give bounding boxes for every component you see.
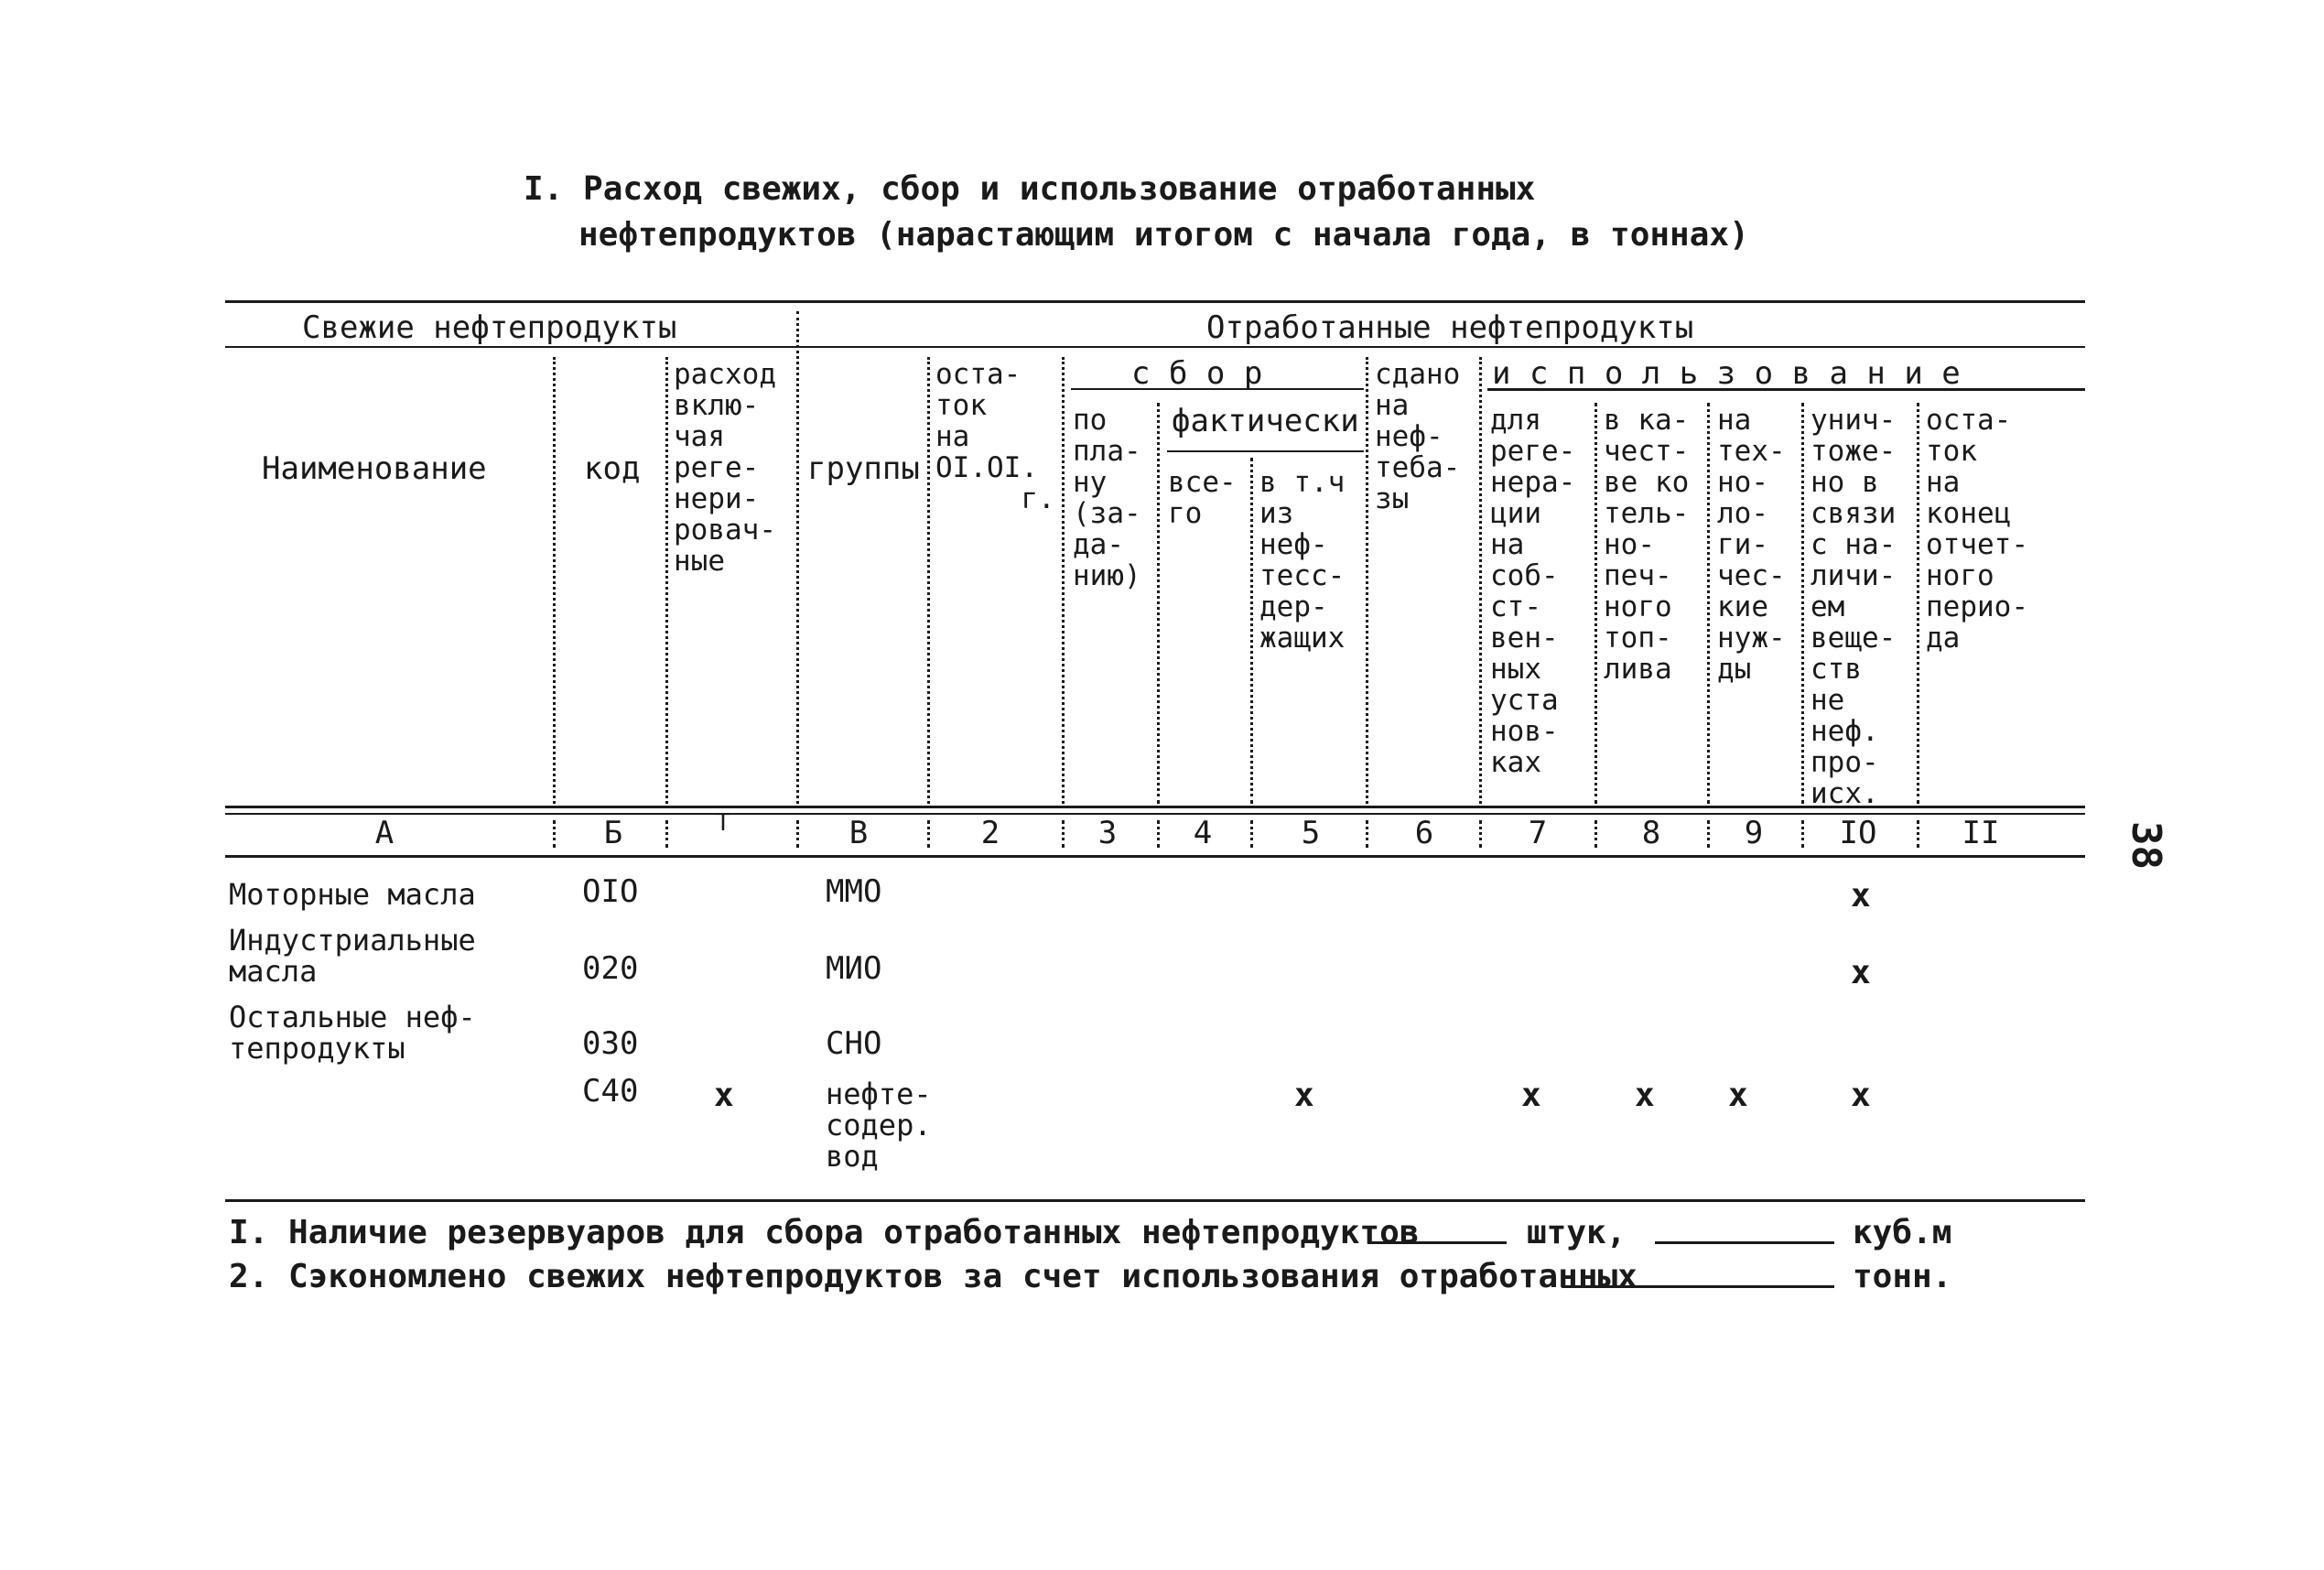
note-2-text: 2. Сэкономлено свежих нефтепродуктов за счет использования отработанных: [229, 1258, 1638, 1295]
table-row-mark-c10: x: [1851, 954, 1871, 991]
sep-total-incl: [1250, 458, 1253, 804]
col-header-furnace-fuel: в ка- чест- ве ко тель- но- печ- ного топ- лива: [1604, 404, 1690, 686]
col-header-destroyed: унич- тоже- но в связи с на- личи- ем веще- ств не неф. про- исх.: [1811, 404, 1897, 810]
colnum-sep: [1062, 820, 1065, 848]
sep-code-cons: [665, 357, 668, 804]
note-1-blank-volume[interactable]: [1655, 1241, 1834, 1244]
actually-subheader: фактически: [1172, 403, 1359, 439]
col-header-handed-over: сдано на неф- теба- зы: [1375, 358, 1461, 515]
colnum-sep: [553, 820, 556, 848]
colnum-sep: [1707, 820, 1710, 848]
under-group-rule: [225, 346, 2085, 348]
actually-rule: [1167, 450, 1364, 452]
colnum-sep: [1366, 820, 1368, 848]
table-title-line-2: нефтепродуктов (нарастающим итогом с начала года, в тоннах): [578, 216, 1749, 254]
table-row-name: Индустриальные масла: [229, 923, 476, 989]
col-header-code: код: [584, 450, 641, 487]
header-bottom-rule-2: [225, 813, 2085, 815]
used-products-group-header: Отработанные нефтепродукты: [1206, 309, 1694, 346]
colnum-sep: [927, 820, 930, 848]
sep-tech-destr: [1801, 403, 1804, 804]
col-header-incl-oily: в т.ч из неф- тесс- дер- жащих: [1259, 466, 1346, 655]
colnum-2: 2: [980, 815, 1000, 851]
colnum-a: А: [374, 815, 395, 851]
sep-incl-hand: [1366, 357, 1368, 804]
col-header-name: Наименование: [262, 450, 487, 487]
colnum-6: 6: [1414, 815, 1434, 851]
col-header-tech-needs: на тех- но- ло- ги- чес- кие нуж- ды: [1717, 404, 1786, 686]
colnum-sep: [1250, 820, 1253, 848]
note-1-unit-cubic: куб.м: [1853, 1214, 1952, 1251]
page-number: 38: [2122, 821, 2169, 870]
sep-group: [796, 311, 799, 804]
table-row-mark-c7: x: [1521, 1077, 1541, 1114]
table-row-mark-consumption: x: [714, 1077, 734, 1114]
sep-regen-fuel: [1594, 403, 1597, 804]
table-row-code: С40: [582, 1073, 639, 1110]
table-row-mark-c8: x: [1635, 1077, 1655, 1114]
fresh-products-group-header: Свежие нефтепродукты: [302, 309, 677, 346]
table-row-name: Остальные неф- тепродукты: [229, 1000, 476, 1066]
usage-subheader: и с п о л ь з о в а н и е: [1492, 355, 1961, 392]
colnum-sep: [665, 820, 668, 848]
colnum-7: 7: [1528, 815, 1548, 851]
note-1-blank-count[interactable]: [1367, 1241, 1507, 1244]
col-header-balance-start: оста- ток на OI.OI. г.: [935, 358, 1055, 515]
col-header-balance-end: оста- ток на конец отчет- ного перио- да: [1926, 404, 2028, 655]
sep-destr-bal: [1917, 403, 1919, 804]
table-row-code: OIO: [582, 873, 639, 910]
header-bottom-rule-1: [225, 806, 2085, 808]
colnum-v: В: [849, 815, 869, 851]
colnum-b: Б: [603, 815, 623, 851]
colnum-sep: [1917, 820, 1919, 848]
table-row-group: СНО: [826, 1025, 882, 1062]
table-row-group: нефте- содер. вод: [826, 1077, 932, 1174]
colnum-10: IO: [1839, 815, 1877, 851]
table-row-group: ММО: [826, 873, 882, 910]
colnum-sep: [1157, 820, 1160, 848]
colnum-sep: [1594, 820, 1597, 848]
table-row-code: 030: [582, 1025, 639, 1062]
colnum-sep: [1801, 820, 1804, 848]
table-row-mark-c9: x: [1728, 1077, 1748, 1114]
table-row-name: Моторные масла: [229, 877, 476, 912]
col-header-by-plan: по пла- ну (за- да- нию): [1073, 404, 1141, 592]
sep-fuel-tech: [1707, 403, 1710, 804]
sep-bal-plan: [1062, 357, 1065, 804]
colnum-sep: [1479, 820, 1482, 848]
top-rule: [225, 300, 2085, 303]
col-header-regeneration: для реге- нера- ции на соб- ст- вен- ных уста нов- ках: [1490, 404, 1576, 779]
col-header-total: все- го: [1168, 466, 1237, 530]
colnum-11: II: [1962, 815, 2000, 851]
sep-name-code: [553, 357, 556, 804]
table-row-mark-c10: x: [1851, 877, 1871, 915]
colnum-bottom-rule: [225, 855, 2085, 858]
colnum-3: 3: [1097, 815, 1118, 851]
note-2-blank-tons[interactable]: [1562, 1285, 1834, 1288]
note-2-unit-tons: тонн.: [1853, 1258, 1952, 1295]
colnum-5: 5: [1301, 815, 1321, 851]
sep-groups-bal: [927, 357, 930, 804]
col-header-consumption: расход вклю- чая реге- нери- ровач- ные: [674, 358, 776, 578]
colnum-t: Т: [716, 809, 730, 837]
table-row-mark-c10: x: [1851, 1077, 1871, 1114]
col-header-groups: группы: [807, 450, 920, 487]
table-row-group: МИО: [826, 950, 882, 987]
sep-plan-total: [1157, 403, 1160, 804]
note-1-unit-pieces: штук,: [1527, 1214, 1627, 1251]
table-row-code: 020: [582, 950, 639, 987]
colnum-4: 4: [1193, 815, 1213, 851]
table-row-mark-c5: x: [1294, 1077, 1314, 1114]
colnum-sep: [796, 820, 799, 848]
table-bottom-rule: [225, 1199, 2085, 1202]
collection-subheader: с б о р: [1131, 355, 1263, 392]
colnum-8: 8: [1641, 815, 1661, 851]
colnum-9: 9: [1744, 815, 1764, 851]
sep-hand-regen: [1479, 357, 1482, 804]
table-title-line-1: I. Расход свежих, сбор и использование отработанных: [524, 170, 1536, 208]
note-1-text: I. Наличие резервуаров для сбора отработанных нефтепродуктов: [229, 1214, 1420, 1251]
